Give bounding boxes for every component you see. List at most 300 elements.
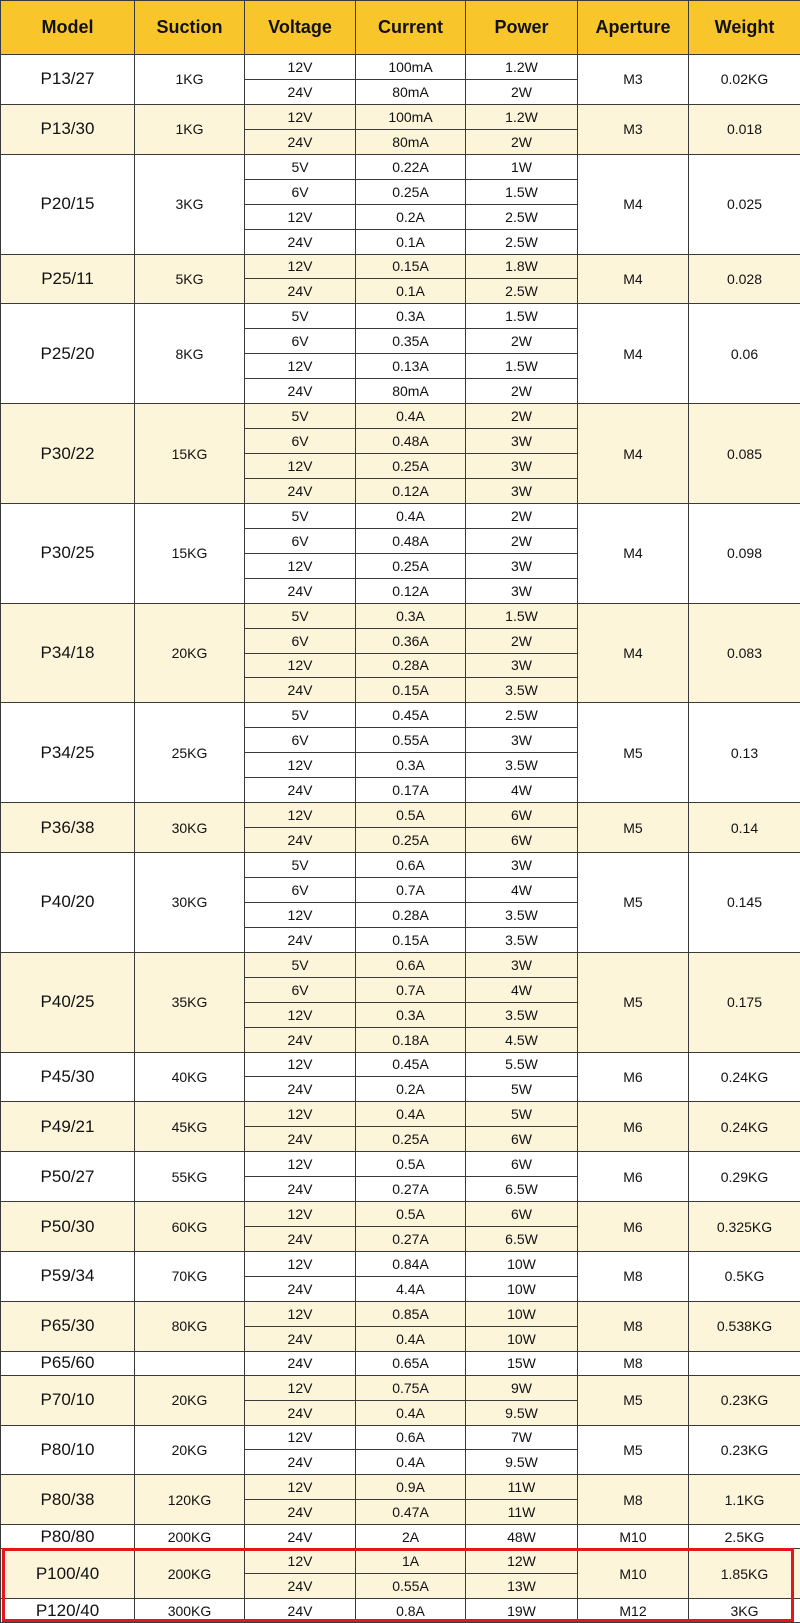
voltage-cell: 5V: [245, 404, 356, 429]
suction-cell: 55KG: [135, 1152, 245, 1202]
current-cell: 0.3A: [356, 1002, 466, 1027]
aperture-cell: M6: [578, 1202, 689, 1252]
voltage-cell: 12V: [245, 553, 356, 578]
suction-cell: 70KG: [135, 1252, 245, 1302]
power-cell: 3.5W: [466, 902, 578, 927]
voltage-cell: 6V: [245, 179, 356, 204]
aperture-cell: M5: [578, 803, 689, 853]
suction-cell: 200KG: [135, 1525, 245, 1549]
voltage-cell: 12V: [245, 1475, 356, 1500]
weight-cell: 3KG: [689, 1599, 800, 1623]
power-cell: 15W: [466, 1351, 578, 1375]
power-cell: 7W: [466, 1425, 578, 1450]
power-cell: 2.5W: [466, 279, 578, 304]
aperture-cell: M3: [578, 55, 689, 105]
current-cell: 0.17A: [356, 778, 466, 803]
power-cell: 6.5W: [466, 1227, 578, 1252]
current-cell: 0.3A: [356, 304, 466, 329]
power-cell: 1.5W: [466, 304, 578, 329]
current-cell: 0.4A: [356, 1400, 466, 1425]
current-cell: 2A: [356, 1525, 466, 1549]
model-cell: P120/40: [1, 1599, 135, 1623]
current-cell: 0.55A: [356, 728, 466, 753]
voltage-cell: 12V: [245, 1152, 356, 1177]
power-cell: 10W: [466, 1301, 578, 1326]
power-cell: 9.5W: [466, 1400, 578, 1425]
voltage-cell: 6V: [245, 628, 356, 653]
suction-cell: 25KG: [135, 703, 245, 803]
voltage-cell: 24V: [245, 279, 356, 304]
power-cell: 5.5W: [466, 1052, 578, 1077]
current-cell: 80mA: [356, 79, 466, 104]
model-cell: P100/40: [1, 1549, 135, 1599]
suction-cell: 3KG: [135, 154, 245, 254]
voltage-cell: 12V: [245, 104, 356, 129]
voltage-cell: 24V: [245, 1400, 356, 1425]
suction-cell: 15KG: [135, 503, 245, 603]
voltage-cell: 24V: [245, 578, 356, 603]
power-cell: 2W: [466, 129, 578, 154]
voltage-cell: 12V: [245, 1202, 356, 1227]
power-cell: 3W: [466, 429, 578, 454]
header-power: Power: [466, 1, 578, 55]
voltage-cell: 24V: [245, 1450, 356, 1475]
current-cell: 0.3A: [356, 753, 466, 778]
table-row: [1, 1351, 800, 1375]
power-cell: 3.5W: [466, 1002, 578, 1027]
weight-cell: 0.083: [689, 603, 800, 703]
suction-cell: 20KG: [135, 603, 245, 703]
weight-cell: 0.23KG: [689, 1425, 800, 1475]
model-cell: P20/15: [1, 154, 135, 254]
model-cell: P25/11: [1, 254, 135, 304]
model-cell: P70/10: [1, 1375, 135, 1425]
aperture-cell: M8: [578, 1301, 689, 1351]
aperture-cell: M6: [578, 1052, 689, 1102]
voltage-cell: 24V: [245, 828, 356, 853]
voltage-cell: 12V: [245, 1425, 356, 1450]
suction-cell: 15KG: [135, 404, 245, 504]
current-cell: 0.4A: [356, 503, 466, 528]
current-cell: 0.15A: [356, 254, 466, 279]
current-cell: 0.5A: [356, 803, 466, 828]
current-cell: 0.48A: [356, 528, 466, 553]
current-cell: 0.6A: [356, 853, 466, 878]
table-row: [1, 803, 800, 828]
current-cell: 0.27A: [356, 1227, 466, 1252]
model-cell: P25/20: [1, 304, 135, 404]
current-cell: 0.8A: [356, 1599, 466, 1623]
header-weight: Weight: [689, 1, 800, 55]
current-cell: 0.55A: [356, 1574, 466, 1599]
suction-cell: 300KG: [135, 1599, 245, 1623]
voltage-cell: 12V: [245, 55, 356, 80]
aperture-cell: M6: [578, 1152, 689, 1202]
current-cell: 0.13A: [356, 354, 466, 379]
current-cell: 0.85A: [356, 1301, 466, 1326]
power-cell: 3W: [466, 553, 578, 578]
table-row: [1, 1152, 800, 1177]
spec-body: [1, 55, 800, 1623]
current-cell: 0.18A: [356, 1027, 466, 1052]
power-cell: 9W: [466, 1375, 578, 1400]
header-model: Model: [1, 1, 135, 55]
table-row: [1, 1301, 800, 1326]
aperture-cell: M4: [578, 404, 689, 504]
current-cell: 0.15A: [356, 678, 466, 703]
table-row: [1, 304, 800, 329]
voltage-cell: 24V: [245, 1351, 356, 1375]
current-cell: 0.4A: [356, 1102, 466, 1127]
current-cell: 0.15A: [356, 927, 466, 952]
model-cell: P13/30: [1, 104, 135, 154]
aperture-cell: M10: [578, 1525, 689, 1549]
current-cell: 80mA: [356, 129, 466, 154]
power-cell: 3.5W: [466, 927, 578, 952]
aperture-cell: M4: [578, 254, 689, 304]
power-cell: 1.8W: [466, 254, 578, 279]
voltage-cell: 6V: [245, 528, 356, 553]
aperture-cell: M3: [578, 104, 689, 154]
power-cell: 12W: [466, 1549, 578, 1574]
table-row: [1, 603, 800, 628]
current-cell: 0.75A: [356, 1375, 466, 1400]
voltage-cell: 24V: [245, 1326, 356, 1351]
aperture-cell: M4: [578, 304, 689, 404]
aperture-cell: M10: [578, 1549, 689, 1599]
current-cell: 0.5A: [356, 1202, 466, 1227]
model-cell: P40/25: [1, 952, 135, 1052]
voltage-cell: 6V: [245, 728, 356, 753]
current-cell: 0.12A: [356, 478, 466, 503]
suction-cell: 30KG: [135, 853, 245, 953]
table-row: [1, 1375, 800, 1400]
suction-cell: 200KG: [135, 1549, 245, 1599]
model-cell: P34/18: [1, 603, 135, 703]
current-cell: 0.22A: [356, 154, 466, 179]
current-cell: 0.2A: [356, 1077, 466, 1102]
current-cell: 0.4A: [356, 1450, 466, 1475]
aperture-cell: M8: [578, 1475, 689, 1525]
suction-cell: 20KG: [135, 1425, 245, 1475]
power-cell: 5W: [466, 1077, 578, 1102]
weight-cell: 0.098: [689, 503, 800, 603]
current-cell: 100mA: [356, 104, 466, 129]
current-cell: 0.2A: [356, 204, 466, 229]
aperture-cell: M4: [578, 154, 689, 254]
model-cell: P40/20: [1, 853, 135, 953]
current-cell: 0.48A: [356, 429, 466, 454]
voltage-cell: 6V: [245, 429, 356, 454]
header-voltage: Voltage: [245, 1, 356, 55]
aperture-cell: M5: [578, 703, 689, 803]
header-suction: Suction: [135, 1, 245, 55]
aperture-cell: M5: [578, 952, 689, 1052]
weight-cell: 0.325KG: [689, 1202, 800, 1252]
voltage-cell: 12V: [245, 1002, 356, 1027]
power-cell: 13W: [466, 1574, 578, 1599]
weight-cell: 0.175: [689, 952, 800, 1052]
table-row: [1, 1425, 800, 1450]
weight-cell: 0.14: [689, 803, 800, 853]
power-cell: 4.5W: [466, 1027, 578, 1052]
voltage-cell: 24V: [245, 1500, 356, 1525]
voltage-cell: 6V: [245, 977, 356, 1002]
power-cell: 2.5W: [466, 229, 578, 254]
table-row: [1, 1102, 800, 1127]
voltage-cell: 5V: [245, 603, 356, 628]
power-cell: 4W: [466, 877, 578, 902]
voltage-cell: 24V: [245, 1177, 356, 1202]
voltage-cell: 24V: [245, 778, 356, 803]
voltage-cell: 5V: [245, 853, 356, 878]
voltage-cell: 24V: [245, 379, 356, 404]
weight-cell: 0.23KG: [689, 1375, 800, 1425]
model-cell: P30/22: [1, 404, 135, 504]
voltage-cell: 24V: [245, 1077, 356, 1102]
weight-cell: [689, 1351, 800, 1375]
voltage-cell: 12V: [245, 354, 356, 379]
weight-cell: 0.085: [689, 404, 800, 504]
suction-cell: 5KG: [135, 254, 245, 304]
suction-cell: 80KG: [135, 1301, 245, 1351]
weight-cell: 0.028: [689, 254, 800, 304]
model-cell: P36/38: [1, 803, 135, 853]
suction-cell: 1KG: [135, 104, 245, 154]
voltage-cell: 6V: [245, 877, 356, 902]
voltage-cell: 24V: [245, 229, 356, 254]
power-cell: 6W: [466, 1202, 578, 1227]
table-row: [1, 1525, 800, 1549]
model-cell: P45/30: [1, 1052, 135, 1102]
voltage-cell: 24V: [245, 478, 356, 503]
current-cell: 0.25A: [356, 454, 466, 479]
power-cell: 3W: [466, 952, 578, 977]
model-cell: P59/34: [1, 1252, 135, 1302]
current-cell: 80mA: [356, 379, 466, 404]
voltage-cell: 24V: [245, 927, 356, 952]
power-cell: 3W: [466, 653, 578, 678]
aperture-cell: M8: [578, 1252, 689, 1302]
voltage-cell: 24V: [245, 1127, 356, 1152]
weight-cell: 0.538KG: [689, 1301, 800, 1351]
voltage-cell: 12V: [245, 254, 356, 279]
aperture-cell: M6: [578, 1102, 689, 1152]
power-cell: 1.5W: [466, 179, 578, 204]
voltage-cell: 24V: [245, 1027, 356, 1052]
model-cell: P80/38: [1, 1475, 135, 1525]
model-cell: P34/25: [1, 703, 135, 803]
suction-cell: 40KG: [135, 1052, 245, 1102]
voltage-cell: 5V: [245, 304, 356, 329]
voltage-cell: 12V: [245, 653, 356, 678]
current-cell: 0.7A: [356, 977, 466, 1002]
power-cell: 2W: [466, 379, 578, 404]
voltage-cell: 12V: [245, 1102, 356, 1127]
current-cell: 0.5A: [356, 1152, 466, 1177]
model-cell: P65/60: [1, 1351, 135, 1375]
current-cell: 0.65A: [356, 1351, 466, 1375]
power-cell: 6.5W: [466, 1177, 578, 1202]
power-cell: 3.5W: [466, 678, 578, 703]
power-cell: 2W: [466, 628, 578, 653]
model-cell: P13/27: [1, 55, 135, 105]
voltage-cell: 12V: [245, 1252, 356, 1277]
aperture-cell: M5: [578, 1375, 689, 1425]
power-cell: 6W: [466, 1152, 578, 1177]
current-cell: 4.4A: [356, 1276, 466, 1301]
power-cell: 9.5W: [466, 1450, 578, 1475]
weight-cell: 0.29KG: [689, 1152, 800, 1202]
voltage-cell: 5V: [245, 952, 356, 977]
aperture-cell: M4: [578, 503, 689, 603]
power-cell: 10W: [466, 1252, 578, 1277]
table-row: [1, 503, 800, 528]
weight-cell: 0.5KG: [689, 1252, 800, 1302]
suction-cell: 1KG: [135, 55, 245, 105]
weight-cell: 1.85KG: [689, 1549, 800, 1599]
power-cell: 3W: [466, 578, 578, 603]
weight-cell: 0.06: [689, 304, 800, 404]
power-cell: 11W: [466, 1475, 578, 1500]
aperture-cell: M8: [578, 1351, 689, 1375]
power-cell: 3W: [466, 454, 578, 479]
current-cell: 0.3A: [356, 603, 466, 628]
aperture-cell: M4: [578, 603, 689, 703]
model-cell: P49/21: [1, 1102, 135, 1152]
power-cell: 2W: [466, 79, 578, 104]
voltage-cell: 12V: [245, 1301, 356, 1326]
current-cell: 0.27A: [356, 1177, 466, 1202]
table-row: [1, 254, 800, 279]
table-row: [1, 104, 800, 129]
table-row: [1, 703, 800, 728]
table-row: [1, 1549, 800, 1574]
header-row: [1, 1, 800, 55]
current-cell: 0.1A: [356, 229, 466, 254]
weight-cell: 0.13: [689, 703, 800, 803]
suction-cell: 60KG: [135, 1202, 245, 1252]
power-cell: 5W: [466, 1102, 578, 1127]
power-cell: 2.5W: [466, 703, 578, 728]
current-cell: 100mA: [356, 55, 466, 80]
voltage-cell: 5V: [245, 154, 356, 179]
suction-cell: 120KG: [135, 1475, 245, 1525]
power-cell: 2W: [466, 329, 578, 354]
power-cell: 10W: [466, 1326, 578, 1351]
model-cell: P30/25: [1, 503, 135, 603]
suction-cell: [135, 1351, 245, 1375]
voltage-cell: 24V: [245, 1574, 356, 1599]
power-cell: 1.2W: [466, 55, 578, 80]
power-cell: 3W: [466, 478, 578, 503]
voltage-cell: 24V: [245, 1227, 356, 1252]
voltage-cell: 6V: [245, 329, 356, 354]
voltage-cell: 12V: [245, 1549, 356, 1574]
voltage-cell: 24V: [245, 1525, 356, 1549]
voltage-cell: 12V: [245, 204, 356, 229]
suction-cell: 45KG: [135, 1102, 245, 1152]
aperture-cell: M5: [578, 1425, 689, 1475]
voltage-cell: 12V: [245, 1375, 356, 1400]
current-cell: 0.9A: [356, 1475, 466, 1500]
power-cell: 10W: [466, 1276, 578, 1301]
suction-cell: 35KG: [135, 952, 245, 1052]
current-cell: 0.6A: [356, 1425, 466, 1450]
voltage-cell: 12V: [245, 1052, 356, 1077]
power-cell: 19W: [466, 1599, 578, 1623]
current-cell: 0.28A: [356, 653, 466, 678]
suction-cell: 30KG: [135, 803, 245, 853]
power-cell: 1.5W: [466, 354, 578, 379]
current-cell: 0.25A: [356, 179, 466, 204]
voltage-cell: 12V: [245, 803, 356, 828]
power-cell: 2W: [466, 503, 578, 528]
table-row: [1, 404, 800, 429]
voltage-cell: 5V: [245, 703, 356, 728]
power-cell: 4W: [466, 977, 578, 1002]
power-cell: 1.2W: [466, 104, 578, 129]
suction-cell: 20KG: [135, 1375, 245, 1425]
current-cell: 0.47A: [356, 1500, 466, 1525]
aperture-cell: M12: [578, 1599, 689, 1623]
suction-cell: 8KG: [135, 304, 245, 404]
current-cell: 0.45A: [356, 703, 466, 728]
voltage-cell: 24V: [245, 1276, 356, 1301]
model-cell: P65/30: [1, 1301, 135, 1351]
weight-cell: 0.02KG: [689, 55, 800, 105]
weight-cell: 1.1KG: [689, 1475, 800, 1525]
power-cell: 3W: [466, 853, 578, 878]
table-row: [1, 1202, 800, 1227]
current-cell: 0.84A: [356, 1252, 466, 1277]
current-cell: 0.25A: [356, 1127, 466, 1152]
power-cell: 11W: [466, 1500, 578, 1525]
model-cell: P50/27: [1, 1152, 135, 1202]
current-cell: 0.36A: [356, 628, 466, 653]
table-row: [1, 952, 800, 977]
voltage-cell: 12V: [245, 902, 356, 927]
power-cell: 2.5W: [466, 204, 578, 229]
table-row: [1, 1052, 800, 1077]
voltage-cell: 12V: [245, 454, 356, 479]
power-cell: 3.5W: [466, 753, 578, 778]
power-cell: 6W: [466, 828, 578, 853]
weight-cell: 0.018: [689, 104, 800, 154]
table-row: [1, 1475, 800, 1500]
model-cell: P50/30: [1, 1202, 135, 1252]
table-row: [1, 1252, 800, 1277]
power-cell: 1W: [466, 154, 578, 179]
current-cell: 0.6A: [356, 952, 466, 977]
header-current: Current: [356, 1, 466, 55]
voltage-cell: 24V: [245, 1599, 356, 1623]
current-cell: 0.4A: [356, 1326, 466, 1351]
table-row: [1, 853, 800, 878]
current-cell: 0.45A: [356, 1052, 466, 1077]
current-cell: 0.7A: [356, 877, 466, 902]
power-cell: 3W: [466, 728, 578, 753]
power-cell: 6W: [466, 803, 578, 828]
weight-cell: 0.025: [689, 154, 800, 254]
current-cell: 0.35A: [356, 329, 466, 354]
power-cell: 48W: [466, 1525, 578, 1549]
current-cell: 0.4A: [356, 404, 466, 429]
power-cell: 1.5W: [466, 603, 578, 628]
current-cell: 0.25A: [356, 553, 466, 578]
model-cell: P80/10: [1, 1425, 135, 1475]
model-cell: P80/80: [1, 1525, 135, 1549]
